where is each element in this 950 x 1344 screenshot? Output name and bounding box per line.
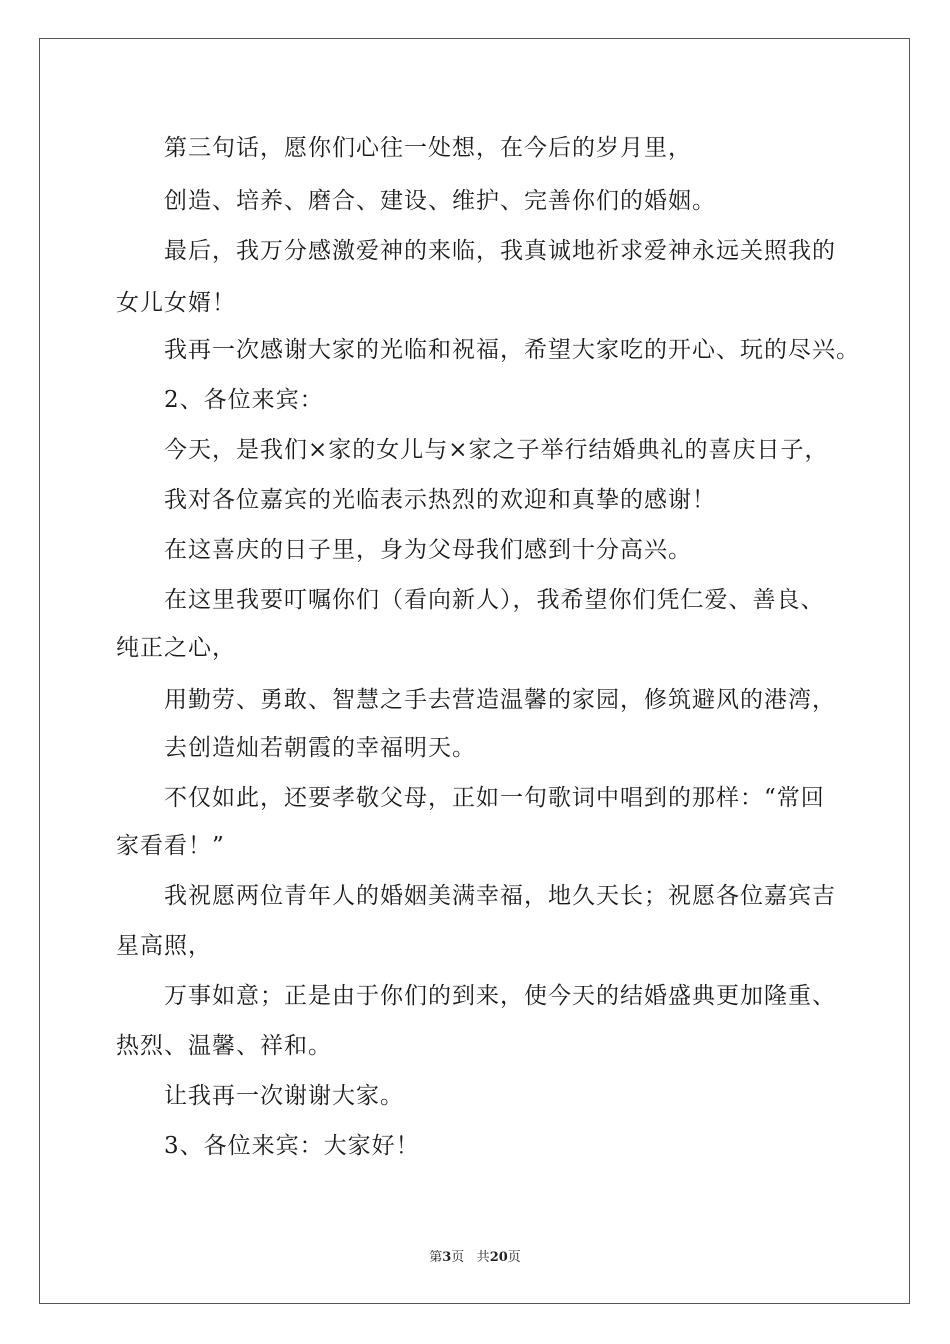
text-line: 家看看！” [116,833,225,859]
text-line: 在这里我要叮嘱你们（看向新人），我希望你们凭仁爱、善良、 [164,587,825,613]
text-line: 2、各位来宾： [164,387,324,413]
text-line: 3、各位来宾：大家好！ [164,1133,420,1159]
text-line: 不仅如此，还要孝敬父母，正如一句歌词中唱到的那样：“常回 [164,785,825,811]
text-line: 最后，我万分感激爱神的来临，我真诚地祈求爱神永远关照我的 [164,238,836,264]
text-line: 创造、培养、磨合、建设、维护、完善你们的婚姻。 [164,188,716,214]
text-line: 女儿女婿！ [116,290,236,316]
page-current: 3 [442,1250,452,1265]
total-prefix: 共 [476,1250,490,1265]
page-frame [39,38,910,1304]
text-line: 热烈、温馨、祥和。 [116,1033,332,1059]
text-line: 我对各位嘉宾的光临表示热烈的欢迎和真挚的感谢！ [164,487,716,513]
page-total: 20 [489,1250,508,1265]
text-line: 我再一次感谢大家的光临和祝福，希望大家吃的开心、玩的尽兴。 [164,337,860,363]
text-line: 让我再一次谢谢大家。 [164,1083,404,1109]
text-line: 万事如意；正是由于你们的到来，使今天的结婚盛典更加隆重、 [164,983,836,1009]
text-line: 去创造灿若朝霞的幸福明天。 [164,735,476,761]
text-line: 在这喜庆的日子里，身为父母我们感到十分高兴。 [164,537,692,563]
page-unit: 页 [451,1250,465,1265]
page-prefix: 第 [429,1250,443,1265]
text-line: 我祝愿两位青年人的婚姻美满幸福，地久天长；祝愿各位嘉宾吉 [164,883,836,909]
text-line: 纯正之心， [116,635,236,661]
text-line: 用勤劳、勇敢、智慧之手去营造温馨的家园，修筑避风的港湾， [164,687,836,713]
total-unit: 页 [507,1250,521,1265]
page-footer [0,1250,950,1266]
text-line: 星高照， [116,933,212,959]
text-line: 今天，是我们×家的女儿与×家之子举行结婚典礼的喜庆日子， [164,437,829,463]
text-line: 第三句话，愿你们心往一处想，在今后的岁月里， [164,135,692,161]
